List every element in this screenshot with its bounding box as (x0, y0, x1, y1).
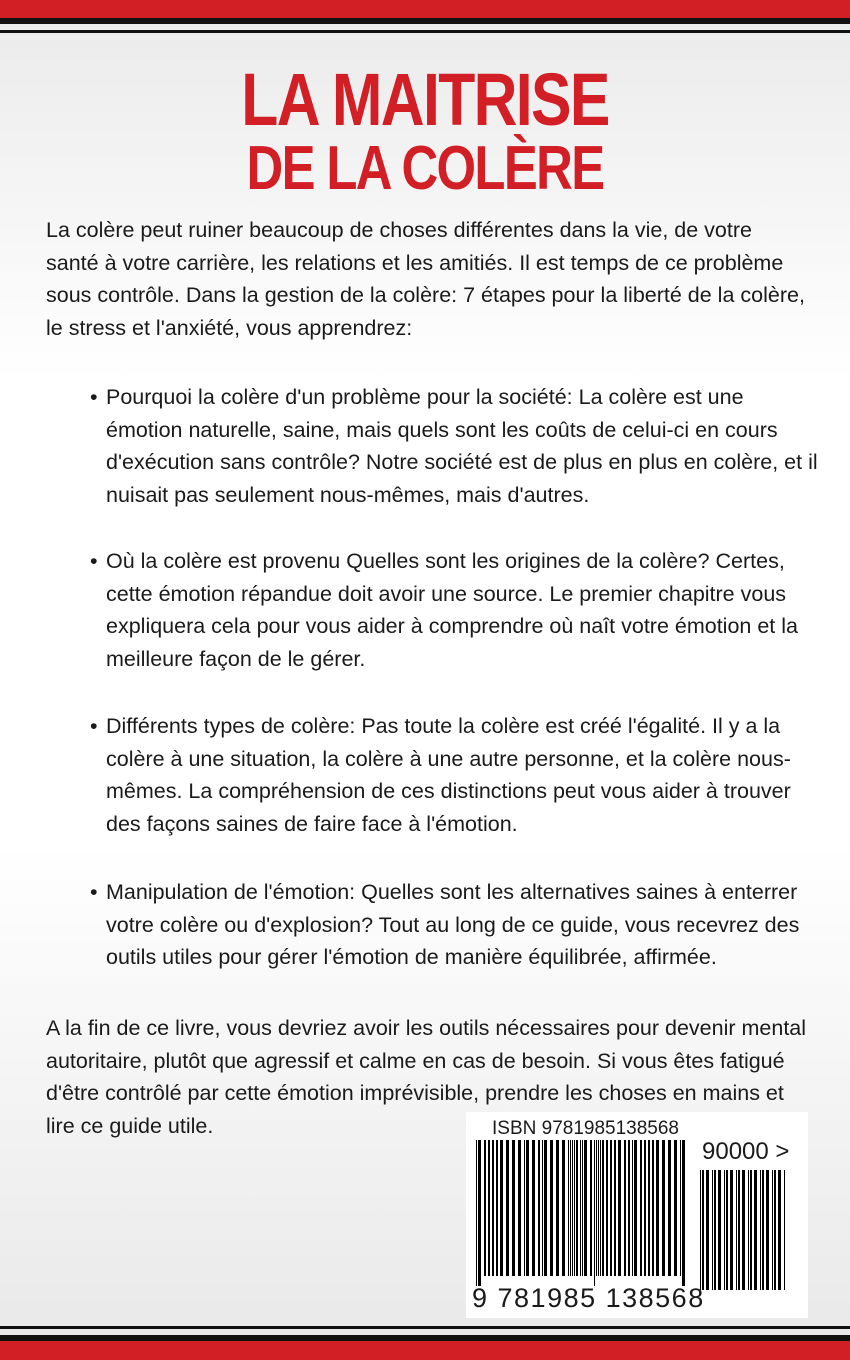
barcode-bar (582, 1140, 583, 1276)
top-red-stripe (0, 0, 850, 18)
barcode-bar (644, 1140, 646, 1276)
barcode-bar (562, 1140, 565, 1276)
bottom-decorative-band (0, 1326, 850, 1360)
barcode-bar (668, 1140, 671, 1276)
barcode-bar (738, 1170, 740, 1290)
barcode-bar (726, 1170, 728, 1290)
barcode-bar (712, 1170, 713, 1290)
barcode-bar (754, 1170, 757, 1290)
barcode-bar (648, 1140, 650, 1276)
bullet-text: Pourquoi la colère d'un problème pour la société: La colère est une émotion naturelle, saine, mais quels sont les coûts de celui-ci en cours d'exécution sans contrôle? Notre société est de plus en plus en colère, et il nuisait pas seulement nous-mêmes, mais d'autres. (106, 385, 818, 507)
barcode-bar (714, 1170, 716, 1290)
barcode-bar (544, 1140, 547, 1276)
barcode-bar (750, 1170, 752, 1290)
barcode-digits: 9 781985 138568 (472, 1283, 705, 1313)
barcode-bar (682, 1140, 685, 1286)
bullet-dot: • (90, 549, 98, 573)
barcode-bar (706, 1170, 709, 1290)
book-title-line-1: LA MAITRISE (241, 58, 609, 141)
addon-barcode-bars (700, 1170, 790, 1300)
barcode-bar (674, 1140, 677, 1276)
barcode-bar (730, 1170, 733, 1290)
top-thin-black-stripe (0, 30, 850, 33)
barcode-bar (478, 1140, 481, 1286)
barcode-bar (600, 1140, 601, 1276)
barcode-bar (614, 1140, 616, 1276)
barcode-bar (568, 1140, 569, 1276)
barcode-bar (602, 1140, 604, 1276)
barcode-bar (596, 1140, 597, 1276)
bullet-item (90, 876, 826, 974)
barcode-bar (628, 1140, 630, 1276)
barcode-bar (778, 1170, 781, 1290)
book-title-line-2: DE LA COLÈRE (246, 134, 604, 203)
barcode-bar (518, 1140, 521, 1276)
bullet-dot: • (90, 714, 98, 738)
barcode-bar (632, 1140, 633, 1276)
intro-paragraph: La colère peut ruiner beaucoup de choses différentes dans la vie, de votre santé à votre carrière, les relations et les amitiés. Il est temps de ce problème sous contrôle. Dans la gestion de la colère: 7 étapes pour la liberté de la colère, le stress et l'anxiété, vous apprendrez: (46, 218, 805, 340)
top-decorative-band (0, 0, 850, 36)
barcode-bar (574, 1140, 575, 1276)
bullet-item (90, 545, 826, 675)
barcode-bar (700, 1170, 701, 1290)
barcode-bar (762, 1170, 764, 1290)
barcode-bar (526, 1140, 529, 1276)
barcode-bar (774, 1170, 776, 1290)
barcode-bar (760, 1170, 761, 1290)
bullet-dot: • (90, 880, 98, 904)
barcode-bar (618, 1140, 621, 1276)
barcode-bar (594, 1140, 595, 1286)
bullet-item (90, 710, 826, 840)
barcode-bar (484, 1140, 486, 1276)
barcode-bar (766, 1170, 769, 1290)
barcode-bar (598, 1140, 599, 1276)
barcode-bar (772, 1170, 773, 1290)
barcode-bar (736, 1170, 737, 1290)
barcode-bar (556, 1140, 559, 1276)
bullet-text: Différents types de colère: Pas toute la colère est créé l'égalité. Il y a la colère à une situation, la colère à une autre personne, et la colère nous-mêmes. La compréhension de ces distinctions peut vous aider à trouver des façons saines de faire face à l'émotion. (106, 714, 791, 836)
barcode-bar (680, 1140, 681, 1276)
barcode-bar (506, 1140, 509, 1276)
barcode-bar (524, 1140, 525, 1276)
barcode-bars (476, 1140, 690, 1286)
barcode-bar (550, 1140, 553, 1276)
closing-paragraph: A la fin de ce livre, vous devriez avoir les outils nécessaires pour devenir mental autoritaire, plutôt que agressif et calme en cas de besoin. Si vous êtes fatigué d'être contrôlé par cette émotion imprévisible, prendre les choses en mains et lire ce guide utile. (46, 1016, 807, 1138)
barcode-bar (476, 1140, 477, 1286)
barcode-bar (724, 1170, 725, 1290)
barcode-bar (512, 1140, 515, 1276)
isbn-label: ISBN 9781985138568 (492, 1118, 679, 1139)
bullet-text: Manipulation de l'émotion: Quelles sont les alternatives saines à enterrer votre colère ou d'explosion? Tout au long de ce guide, vous recevrez des outils utiles pour gérer l'émotion de manière équilibrée, affirmée. (106, 880, 800, 969)
barcode-bar (634, 1140, 637, 1276)
bullet-text: Où la colère est provenu Quelles sont les origines de la colère? Certes, cette émotion répandue doit avoir une source. Le premier chapitre vous expliquera cela pour vous aider à comprendre où naît votre émotion et la meilleure façon de le gérer. (106, 549, 798, 671)
barcode-bar (570, 1140, 571, 1276)
barcode-bar (572, 1140, 573, 1276)
barcode-bar (532, 1140, 535, 1276)
barcode-bar (584, 1140, 587, 1276)
barcode-bar (656, 1140, 659, 1276)
barcode-bar (542, 1140, 543, 1276)
barcode-bar (652, 1140, 654, 1276)
barcode-bar (610, 1140, 612, 1276)
barcode-bar (702, 1170, 704, 1290)
barcode-bar (718, 1170, 721, 1290)
barcode-bar (748, 1170, 749, 1290)
barcode-bar (500, 1140, 503, 1276)
barcode-bar (590, 1140, 592, 1276)
barcode-bar (662, 1140, 665, 1276)
bullet-item (90, 381, 826, 511)
barcode-bar (784, 1170, 785, 1290)
barcode-bar (496, 1140, 498, 1276)
barcode-bar (580, 1140, 581, 1276)
bottom-red-stripe (0, 1341, 850, 1360)
barcode-bar (538, 1140, 540, 1276)
bullet-dot: • (90, 385, 98, 409)
isbn-barcode-block (466, 1112, 808, 1318)
barcode-bar (640, 1140, 642, 1276)
barcode-bar (492, 1140, 494, 1276)
barcode-bar (606, 1140, 608, 1276)
barcode-bar (576, 1140, 578, 1276)
barcode-bar (488, 1140, 490, 1276)
barcode-bar (624, 1140, 626, 1276)
barcode-bar (742, 1170, 745, 1290)
price-addon-code: 90000 > (702, 1138, 790, 1165)
